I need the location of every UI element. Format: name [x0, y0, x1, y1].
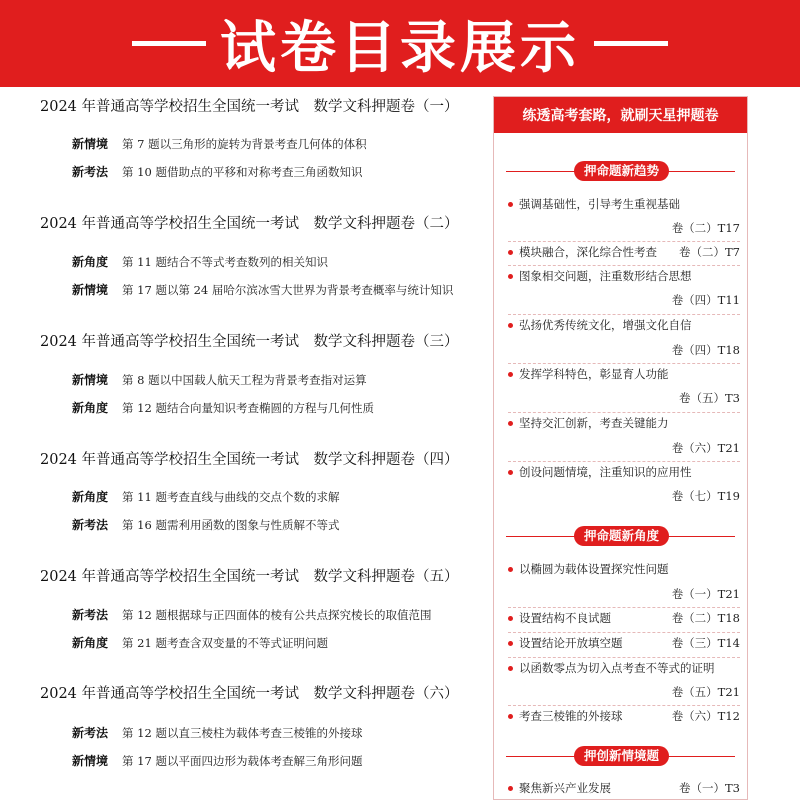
dashed-divider	[508, 363, 740, 364]
panel-point	[508, 707, 740, 725]
exam-block	[40, 332, 480, 415]
exam-item-tag: 新情境	[72, 373, 109, 387]
exam-item-text: 第 17 题以第 24 届哈尔滨冰雪大世界为背景考查概率与统计知识	[122, 283, 454, 297]
point-text: 坚持交汇创新，考查关键能力	[519, 416, 669, 430]
exam-title: 2024 年普通高等学校招生全国统一考试 数学文科押题卷（六）	[40, 686, 459, 702]
exam-item	[72, 280, 453, 298]
exam-item-tag: 新情境	[72, 754, 109, 768]
exam-item	[72, 515, 339, 533]
point-ref: 卷（四）T18	[671, 343, 740, 357]
point-ref: 卷（六）T21	[671, 441, 740, 455]
bullet-dot-icon	[508, 786, 513, 791]
exam-title: 2024 年普通高等学校招生全国统一考试 数学文科押题卷（五）	[40, 569, 459, 585]
point-ref: 卷（二）T7	[679, 245, 740, 259]
exam-item-tag: 新情境	[72, 283, 109, 297]
bullet-dot-icon	[508, 323, 513, 328]
exam-item-text: 第 21 题考查含双变量的不等式证明问题	[122, 636, 328, 650]
dashed-divider	[508, 607, 740, 608]
bullet-dot-icon	[508, 274, 513, 279]
exam-block	[40, 567, 480, 650]
panel-point	[508, 414, 740, 432]
point-text: 强调基础性，引导考生重视基础	[519, 197, 680, 211]
panel-point	[508, 560, 740, 578]
dashed-divider	[508, 461, 740, 462]
panel-point	[508, 316, 740, 334]
exam-item-text: 第 10 题借助点的平移和对称考查三角函数知识	[122, 165, 363, 179]
title-dash-left	[132, 41, 206, 46]
panel-point	[508, 267, 740, 285]
exam-item	[72, 134, 367, 152]
point-ref: 卷（六）T12	[671, 709, 740, 723]
bullet-dot-icon	[508, 666, 513, 671]
bullet-dot-icon	[508, 616, 513, 621]
point-ref: 卷（二）T17	[671, 221, 740, 235]
dashed-divider	[508, 632, 740, 633]
dashed-divider	[508, 314, 740, 315]
banner-title: 试卷目录展示	[220, 15, 580, 81]
banner-title-row	[0, 0, 800, 87]
exam-item-tag: 新角度	[72, 401, 109, 415]
panel-point	[508, 634, 740, 652]
exam-item-text: 第 12 题以直三棱柱为载体考查三棱锥的外接球	[122, 726, 363, 740]
point-text: 图象相交问题，注重数形结合思想	[519, 269, 692, 283]
point-ref: 卷（一）T3	[679, 781, 740, 795]
exam-title: 2024 年普通高等学校招生全国统一考试 数学文科押题卷（二）	[40, 216, 459, 232]
highlights-panel	[493, 96, 748, 800]
section-title: 押命题新角度	[574, 526, 669, 546]
exam-item-tag: 新考法	[72, 165, 109, 179]
exam-title: 2024 年普通高等学校招生全国统一考试 数学文科押题卷（一）	[40, 99, 459, 115]
dashed-divider	[508, 657, 740, 658]
panel-point	[508, 243, 740, 261]
panel-point	[508, 779, 740, 797]
point-text: 设置结构不良试题	[519, 611, 611, 625]
point-text: 以函数零点为切入点考查不等式的证明	[519, 661, 715, 675]
dashed-divider	[508, 412, 740, 413]
exam-item-tag: 新考法	[72, 726, 109, 740]
panel-point	[508, 365, 740, 383]
point-text: 发挥学科特色，彰显育人功能	[519, 367, 669, 381]
exam-block	[40, 97, 480, 179]
bullet-dot-icon	[508, 714, 513, 719]
bullet-dot-icon	[508, 421, 513, 426]
point-ref: 卷（三）T14	[671, 636, 740, 650]
exam-item-text: 第 16 题需利用函数的图象与性质解不等式	[122, 518, 340, 532]
exam-item-tag: 新情境	[72, 137, 109, 151]
point-text: 创设问题情境，注重知识的应用性	[519, 465, 692, 479]
point-text: 以椭圆为载体设置探究性问题	[519, 562, 669, 576]
panel-point	[508, 195, 740, 213]
dashed-divider	[508, 265, 740, 266]
exam-item-text: 第 11 题结合不等式考查数列的相关知识	[122, 255, 328, 269]
panel-point	[508, 463, 740, 481]
exam-item	[72, 370, 367, 388]
exam-item-text: 第 7 题以三角形的旋转为背景考查几何体的体积	[122, 137, 367, 151]
exam-item	[72, 487, 339, 505]
bullet-dot-icon	[508, 567, 513, 572]
point-ref: 卷（四）T11	[671, 293, 740, 307]
exam-item-text: 第 17 题以平面四边形为载体考查解三角形问题	[122, 754, 363, 768]
point-ref: 卷（一）T21	[671, 587, 740, 601]
exam-item-tag: 新角度	[72, 255, 109, 269]
exam-item-text: 第 12 题根据球与正四面体的棱有公共点探究棱长的取值范围	[122, 608, 432, 622]
exam-item-tag: 新角度	[72, 490, 109, 504]
point-ref: 卷（五）T21	[671, 685, 740, 699]
point-text: 考查三棱锥的外接球	[519, 709, 623, 723]
point-ref: 卷（七）T19	[671, 489, 740, 503]
bullet-dot-icon	[508, 641, 513, 646]
exam-item	[72, 633, 328, 651]
dashed-divider	[508, 241, 740, 242]
section-title: 押创新情境题	[574, 746, 669, 766]
bullet-dot-icon	[508, 202, 513, 207]
exam-item-text: 第 12 题结合向量知识考查椭圆的方程与几何性质	[122, 401, 374, 415]
exam-item	[72, 162, 362, 180]
exam-block	[40, 214, 480, 297]
exam-item	[72, 398, 374, 416]
exam-block	[40, 684, 480, 768]
exam-item-tag: 新角度	[72, 636, 109, 650]
section-heading	[506, 746, 735, 766]
point-text: 模块融合，深化综合性考查	[519, 245, 657, 259]
exam-item	[72, 723, 362, 741]
exam-block	[40, 450, 480, 532]
section-title: 押命题新趋势	[574, 161, 669, 181]
section-heading	[506, 526, 735, 546]
exam-title: 2024 年普通高等学校招生全国统一考试 数学文科押题卷（三）	[40, 334, 459, 350]
point-ref: 卷（五）T3	[679, 391, 740, 405]
exam-item	[72, 605, 431, 623]
point-text: 设置结论开放填空题	[519, 636, 623, 650]
exam-item-text: 第 8 题以中国载人航天工程为背景考查指对运算	[122, 373, 367, 387]
point-text: 聚焦新兴产业发展	[519, 781, 611, 795]
panel-point	[508, 659, 740, 677]
exam-item	[72, 252, 328, 270]
panel-point	[508, 609, 740, 627]
dashed-divider	[508, 705, 740, 706]
point-ref: 卷（二）T18	[671, 611, 740, 625]
exam-item-text: 第 11 题考查直线与曲线的交点个数的求解	[122, 490, 340, 504]
panel-header: 练透高考套路，就刷天星押题卷	[494, 97, 747, 133]
exam-title: 2024 年普通高等学校招生全国统一考试 数学文科押题卷（四）	[40, 452, 459, 468]
bullet-dot-icon	[508, 250, 513, 255]
exam-item	[72, 751, 362, 769]
point-text: 弘扬优秀传统文化，增强文化自信	[519, 318, 692, 332]
bullet-dot-icon	[508, 470, 513, 475]
exam-item-tag: 新考法	[72, 518, 109, 532]
exam-item-tag: 新考法	[72, 608, 109, 622]
section-heading	[506, 161, 735, 181]
bullet-dot-icon	[508, 372, 513, 377]
title-dash-right	[594, 41, 668, 46]
